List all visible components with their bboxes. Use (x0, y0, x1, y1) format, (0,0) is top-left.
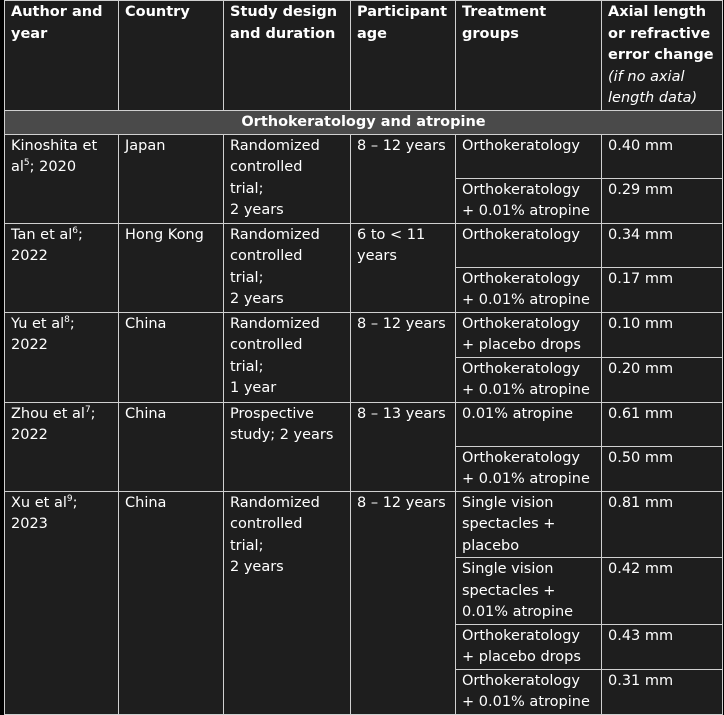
treatment-group-cell: Orthokeratology + placebo drops (456, 312, 602, 357)
axial-change-cell: 0.20 mm (602, 357, 723, 402)
axial-change-cell: 0.43 mm (602, 624, 723, 669)
axial-change-cell: 0.10 mm (602, 312, 723, 357)
treatment-group-cell: Orthokeratology + 0.01% atropine (456, 267, 602, 312)
author-cell (5, 491, 119, 714)
age-cell: 8 – 12 years (351, 491, 456, 714)
design-cell: Randomized controlled trial; 1 year (224, 312, 351, 402)
axial-change-cell: 0.40 mm (602, 134, 723, 178)
age-cell: 8 – 12 years (351, 134, 456, 223)
table-row (5, 491, 723, 558)
design-cell: Randomized controlled trial; 2 years (224, 491, 351, 714)
study-year: ; 2020 (29, 159, 77, 175)
reference-number: 8 (64, 314, 70, 325)
study-year: ; 2022 (11, 405, 96, 443)
study-year: ; 2022 (11, 226, 83, 264)
design-cell: Randomized controlled trial; 2 years (224, 134, 351, 223)
header-row (5, 1, 723, 111)
author-name: Tan et al (11, 226, 73, 243)
treatment-group-cell: Orthokeratology + 0.01% atropine (456, 178, 602, 223)
reference-number: 9 (66, 493, 73, 504)
header-country: Country (119, 1, 224, 111)
axial-change-cell: 0.29 mm (602, 178, 723, 223)
treatment-group-cell: Orthokeratology + 0.01% atropine (456, 669, 602, 714)
header-axial (602, 1, 723, 111)
axial-change-cell: 0.42 mm (602, 558, 723, 625)
treatment-group-cell: Orthokeratology + 0.01% atropine (456, 446, 602, 491)
age-cell: 6 to < 11 years (351, 223, 456, 312)
age-cell: 8 – 13 years (351, 402, 456, 491)
axial-change-cell: 0.81 mm (602, 491, 723, 558)
axial-change-cell: 0.17 mm (602, 267, 723, 312)
axial-change-cell: 0.61 mm (602, 402, 723, 446)
author-name: Kinoshita et al (11, 137, 98, 175)
study-year: ; 2022 (11, 315, 75, 353)
design-cell: Randomized controlled trial; 2 years (224, 223, 351, 312)
axial-change-cell: 0.31 mm (602, 669, 723, 714)
country-cell: China (119, 312, 224, 402)
axial-change-cell: 0.34 mm (602, 223, 723, 267)
treatment-group-cell: Orthokeratology + 0.01% atropine (456, 357, 602, 402)
section-row (5, 111, 723, 135)
country-cell: China (119, 402, 224, 491)
header-axial-note: (if no axial length data) (608, 68, 698, 106)
country-cell: Japan (119, 134, 224, 223)
treatment-group-cell: Single vision spectacles + placebo (456, 491, 602, 558)
country-cell: Hong Kong (119, 223, 224, 312)
treatment-group-cell: Orthokeratology + placebo drops (456, 624, 602, 669)
table-row (5, 223, 723, 267)
reference-number: 7 (84, 404, 91, 415)
axial-change-cell: 0.50 mm (602, 446, 723, 491)
author-name: Yu et al (11, 315, 65, 332)
header-groups: Treatment groups (456, 1, 602, 111)
table-row (5, 402, 723, 446)
header-author: Author and year (5, 1, 119, 111)
country-cell: China (119, 491, 224, 714)
treatment-group-cell: Orthokeratology (456, 134, 602, 178)
treatment-group-cell: 0.01% atropine (456, 402, 602, 446)
author-cell (5, 402, 119, 491)
treatment-group-cell: Single vision spectacles + 0.01% atropine (456, 558, 602, 625)
author-name: Xu et al (11, 494, 67, 511)
study-year: ; 2023 (11, 494, 78, 532)
author-cell (5, 223, 119, 312)
header-axial-label: Axial length or refractive error change (608, 4, 714, 63)
author-cell (5, 134, 119, 223)
author-cell (5, 312, 119, 402)
reference-number: 5 (23, 158, 30, 169)
design-cell: Prospective study; 2 years (224, 402, 351, 491)
author-name: Zhou et al (11, 405, 85, 422)
section-title: Orthokeratology and atropine (5, 111, 723, 135)
treatment-group-cell: Orthokeratology (456, 223, 602, 267)
reference-number: 6 (72, 225, 79, 236)
table-row (5, 134, 723, 178)
header-age: Participant age (351, 1, 456, 111)
age-cell: 8 – 12 years (351, 312, 456, 402)
header-design: Study design and duration (224, 1, 351, 111)
table-row (5, 312, 723, 357)
study-table (4, 0, 723, 715)
